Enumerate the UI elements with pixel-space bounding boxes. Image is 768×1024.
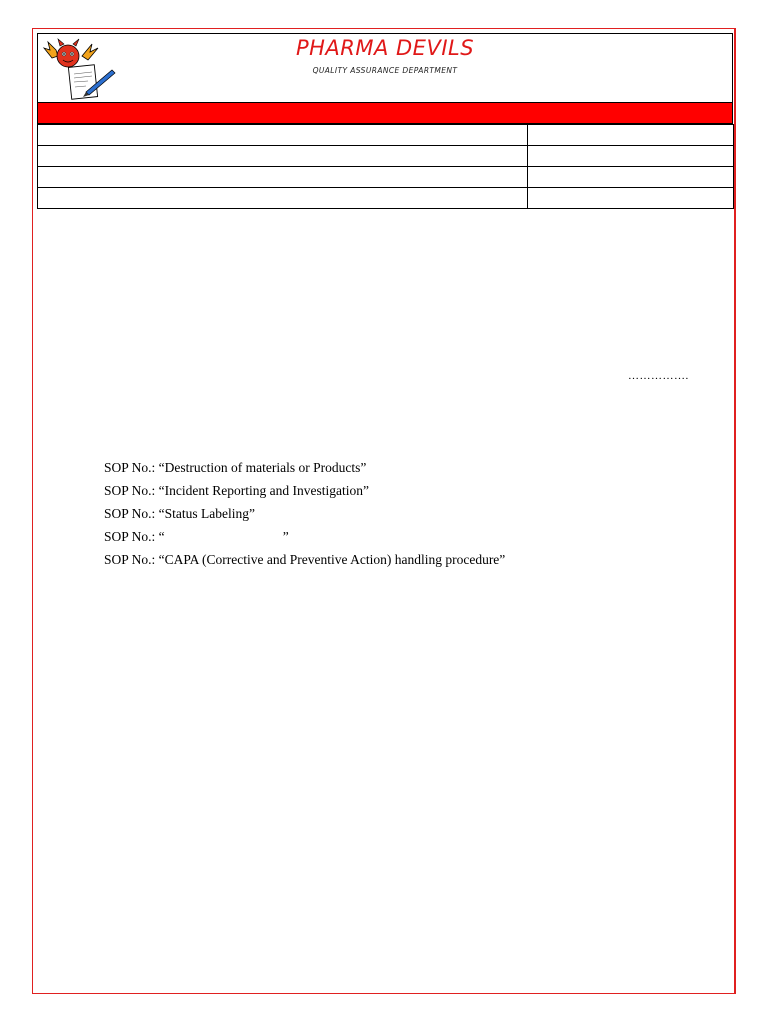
reference-sop-list <box>104 456 505 571</box>
table-row <box>38 167 734 188</box>
list-item: SOP No.: “ ” <box>104 529 289 544</box>
table-row <box>38 188 734 209</box>
table-cell <box>528 146 734 167</box>
table-cell <box>38 125 528 146</box>
document-info-table <box>37 124 734 209</box>
list-item: SOP No.: “Incident Reporting and Investigation” <box>104 483 369 498</box>
company-name: PHARMA DEVILS <box>295 36 475 60</box>
table-cell <box>528 188 734 209</box>
title-band <box>37 103 733 124</box>
document-header <box>37 33 733 103</box>
list-item: SOP No.: “CAPA (Corrective and Preventive Action) handling procedure” <box>104 552 506 567</box>
table-cell <box>38 188 528 209</box>
table-cell <box>38 167 528 188</box>
list-item: SOP No.: “Status Labeling” <box>104 506 255 521</box>
table-row <box>38 146 734 167</box>
list-item: SOP No.: “Destruction of materials or Products” <box>104 460 367 475</box>
department-name: QUALITY ASSURANCE DEPARTMENT <box>312 66 458 75</box>
table-row <box>38 125 734 146</box>
table-cell <box>38 146 528 167</box>
table-cell <box>528 167 734 188</box>
dotted-leader: ……………. <box>628 370 689 382</box>
table-cell <box>528 125 734 146</box>
